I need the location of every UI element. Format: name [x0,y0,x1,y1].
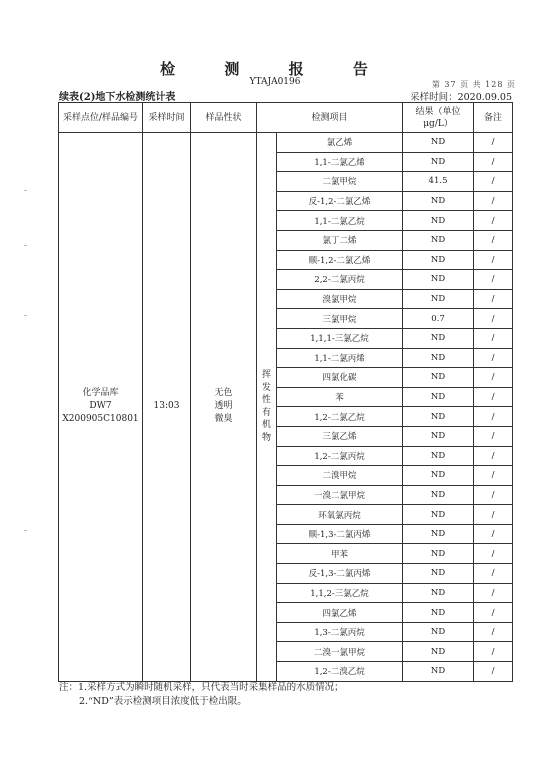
sample-nature-line: 无色 [214,388,233,399]
result-cell: ND [403,328,474,348]
sampling-point-line: 化学品库 [82,388,119,399]
test-item-cell: 溴氯甲烷 [277,289,403,309]
page-info: 第 37 页 共 128 页 [431,80,516,89]
result-cell: ND [403,583,474,603]
remark-cell: / [474,564,513,584]
remark-cell: / [474,466,513,486]
test-item-cell: 四氯化碳 [277,368,403,388]
remark-cell: / [474,191,513,211]
result-cell: ND [403,407,474,427]
test-item-cell: 三氯甲烷 [277,309,403,329]
test-item-cell: 1,3-二氯丙烷 [277,622,403,642]
result-cell: ND [403,387,474,407]
test-item-cell: 反-1,2-二氯乙烯 [277,191,403,211]
sample-nature-line: 微臭 [214,414,233,425]
groundwater-results-table [58,102,513,682]
remark-cell: / [474,642,513,662]
remark-cell: / [474,603,513,623]
result-cell: ND [403,289,474,309]
result-cell: ND [403,426,474,446]
margin-mark [24,245,27,246]
test-item-cell: 1,1,2-三氯乙烷 [277,583,403,603]
sampling-point-line: DW7 [89,401,112,412]
result-cell: ND [403,466,474,486]
test-item-cell: 氯丁二烯 [277,230,403,250]
remark-cell: / [474,309,513,329]
result-cell: ND [403,544,474,564]
header-sampling-time: 采样时间 [143,103,191,133]
result-cell: ND [403,603,474,623]
report-title: 检 测 报 告 [160,60,390,78]
remark-cell: / [474,348,513,368]
test-item-cell: 1,1,1-三氯乙烷 [277,328,403,348]
result-cell: ND [403,485,474,505]
header-sampling-point: 采样点位/样品编号 [59,103,143,133]
remark-cell: / [474,446,513,466]
remark-cell: / [474,485,513,505]
remark-cell: / [474,544,513,564]
test-item-cell: 二溴甲烷 [277,466,403,486]
test-item-cell: 1,1-二氯乙烯 [277,152,403,172]
test-item-cell: 一溴二氯甲烷 [277,485,403,505]
table-row [59,133,513,153]
notes [59,681,344,709]
remark-cell: / [474,152,513,172]
header-remark: 备注 [474,103,513,133]
header-test-item: 检测项目 [257,103,403,133]
remark-cell: / [474,426,513,446]
remark-cell: / [474,368,513,388]
margin-mark [24,530,27,531]
remark-cell: / [474,250,513,270]
note-2: 2.“ND”表示检测项目浓度低于检出限。 [79,696,247,707]
category-cell [257,133,277,682]
result-cell: 41.5 [403,172,474,192]
margin-mark [24,190,27,191]
result-cell: ND [403,564,474,584]
remark-cell: / [474,133,513,153]
remark-cell: / [474,211,513,231]
result-cell: ND [403,524,474,544]
remark-cell: / [474,230,513,250]
sample-nature-cell [191,133,257,682]
header-sample-nature: 样品性状 [191,103,257,133]
remark-cell: / [474,524,513,544]
test-item-cell: 二氯甲烷 [277,172,403,192]
sampling-point-line: X200905C10801 [62,414,139,425]
remark-cell: / [474,328,513,348]
test-item-cell: 2,2-二氯丙烷 [277,270,403,290]
result-cell: ND [403,270,474,290]
test-item-cell: 1,1-二氯乙烷 [277,211,403,231]
result-cell: ND [403,368,474,388]
sampling-time-cell: 13:03 [143,133,191,682]
remark-cell: / [474,172,513,192]
test-item-cell: 顺-1,3-二氯丙烯 [277,524,403,544]
remark-cell: / [474,270,513,290]
remark-cell: / [474,662,513,682]
result-cell: ND [403,622,474,642]
category-label: 挥发性有机物 [261,370,271,443]
result-cell: ND [403,211,474,231]
test-item-cell: 二溴一氯甲烷 [277,642,403,662]
result-cell: ND [403,152,474,172]
result-cell: ND [403,642,474,662]
test-item-cell: 1,2-二溴乙烷 [277,662,403,682]
remark-cell: / [474,407,513,427]
result-cell: ND [403,446,474,466]
test-item-cell: 三氯乙烯 [277,426,403,446]
result-cell: ND [403,348,474,368]
test-item-cell: 反-1,3-二氯丙烯 [277,564,403,584]
report-code: YTAJA0196 [249,77,301,87]
remark-cell: / [474,583,513,603]
note-1: 注：1.采样方式为瞬时随机采样，只代表当时采集样品的水质情况； [59,682,344,693]
remark-cell: / [474,387,513,407]
test-item-cell: 四氯乙烯 [277,603,403,623]
remark-cell: / [474,622,513,642]
test-item-cell: 顺-1,2-二氯乙烯 [277,250,403,270]
table-header-row [59,103,513,133]
sampling-date: 采样时间：2020.09.05 [410,92,512,103]
result-cell: ND [403,662,474,682]
result-cell: ND [403,505,474,525]
sampling-point-cell [59,133,143,682]
test-item-cell: 1,2-二氯丙烷 [277,446,403,466]
margin-mark [24,315,27,316]
result-cell: ND [403,230,474,250]
test-item-cell: 1,1-二氯丙烯 [277,348,403,368]
table-subtitle: 续表(2)地下水检测统计表 [59,92,176,103]
result-cell: ND [403,191,474,211]
result-cell: 0.7 [403,309,474,329]
test-item-cell: 甲苯 [277,544,403,564]
test-item-cell: 1,2-二氯乙烷 [277,407,403,427]
test-item-cell: 氯乙烯 [277,133,403,153]
test-item-cell: 环氧氯丙烷 [277,505,403,525]
test-item-cell: 苯 [277,387,403,407]
result-cell: ND [403,250,474,270]
result-cell: ND [403,133,474,153]
remark-cell: / [474,505,513,525]
remark-cell: / [474,289,513,309]
header-result: 结果（单位μg/L） [403,103,474,133]
sample-nature-line: 透明 [214,401,233,412]
